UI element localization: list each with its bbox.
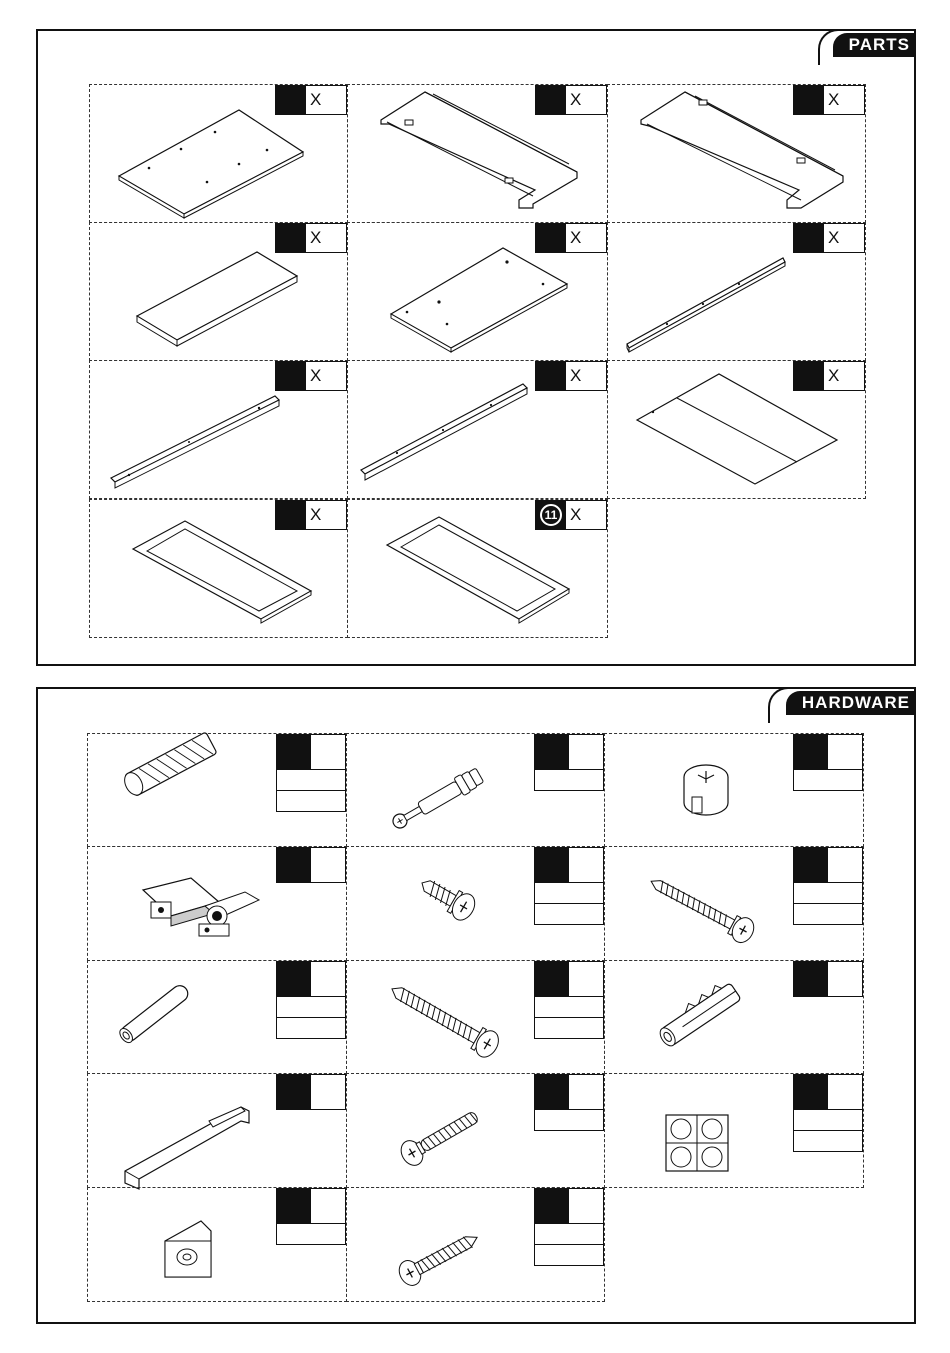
- hardware-drawing-metal-pin: [87, 960, 346, 1073]
- part-drawing-rail-b: [347, 360, 607, 498]
- parts-title: PARTS: [833, 33, 916, 57]
- hardware-drawing-long-screw: [604, 846, 863, 960]
- part-drawing-rail-a: [89, 360, 347, 498]
- part-number: 11: [540, 504, 562, 526]
- part-drawing-rail-long: [607, 222, 865, 360]
- part-drawing-door-frame-a: [89, 499, 347, 637]
- qty-prefix: X: [828, 228, 840, 247]
- qty-prefix: X: [310, 90, 322, 109]
- hardware-drawing-wood-screw: [346, 960, 604, 1073]
- hardware-drawing-cam-bolt: [346, 733, 604, 846]
- hardware-drawing-wood-dowel: [87, 733, 346, 846]
- hardware-drawing-coarse-screw: [346, 1187, 604, 1301]
- hardware-drawing-handle: [87, 1073, 346, 1187]
- qty-prefix: X: [570, 228, 582, 247]
- qty-prefix: X: [310, 505, 322, 524]
- hardware-drawing-corner-bracket: [87, 1187, 346, 1301]
- hardware-drawing-wall-anchor: [604, 960, 863, 1073]
- hardware-drawing-hinge: [87, 846, 346, 960]
- qty-prefix: X: [310, 366, 322, 385]
- part-drawing-door-frame-b: [347, 499, 607, 637]
- part-drawing-shelf: [89, 222, 347, 360]
- hardware-drawing-machine-screw: [346, 1073, 604, 1187]
- qty-prefix: X: [570, 90, 582, 109]
- hardware-drawing-cam-lock: [604, 733, 863, 846]
- qty-prefix: X: [828, 90, 840, 109]
- part-drawing-back-panel: [607, 360, 865, 498]
- part-drawing-panel-bottom: [347, 222, 607, 360]
- qty-prefix: X: [828, 366, 840, 385]
- hardware-drawing-short-screw: [346, 846, 604, 960]
- hardware-title: HARDWARE: [786, 691, 916, 715]
- qty-prefix: X: [570, 505, 582, 524]
- hardware-drawing-felt-pads: [604, 1073, 863, 1187]
- part-drawing-frame-right: [607, 84, 865, 222]
- part-drawing-frame-left: [347, 84, 607, 222]
- part-drawing-panel-top: [89, 84, 347, 222]
- qty-prefix: X: [570, 366, 582, 385]
- qty-prefix: X: [310, 228, 322, 247]
